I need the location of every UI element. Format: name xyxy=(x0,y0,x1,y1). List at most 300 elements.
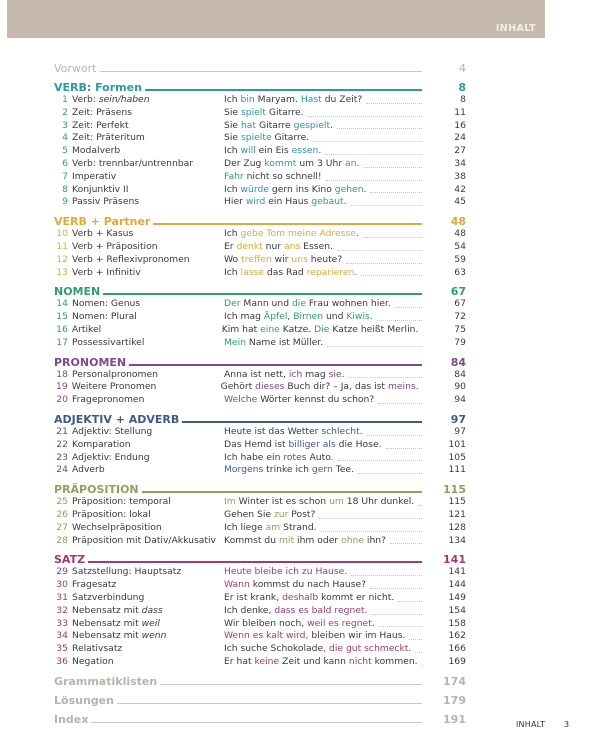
example-sentence xyxy=(224,184,366,197)
example-sentence xyxy=(224,464,354,477)
chapter-page: 128 xyxy=(448,521,466,533)
example-text: Wo xyxy=(224,253,242,265)
chapter-page: 144 xyxy=(448,579,466,591)
chapter-page: 54 xyxy=(454,240,466,252)
example-sentence xyxy=(224,298,391,311)
example-text: Kommst du xyxy=(224,534,279,546)
chapter-topic xyxy=(72,337,224,350)
chapter-page: 149 xyxy=(448,591,466,603)
header-band xyxy=(7,0,545,38)
dot-leader xyxy=(398,601,422,602)
toc-row[interactable] xyxy=(54,267,466,280)
chapter-number: 10 xyxy=(56,228,68,240)
section-rule xyxy=(142,491,422,493)
example-text: um 3 Uhr xyxy=(296,157,346,169)
topic-emphasis: sein/haben xyxy=(98,94,150,105)
dot-leader xyxy=(363,167,422,168)
topic-emphasis: weil xyxy=(141,617,160,629)
toc-row[interactable] xyxy=(54,643,466,656)
highlighted-word: Welche xyxy=(224,394,258,406)
highlighted-word: Mein xyxy=(224,336,246,348)
highlighted-word: dass es bald regnet xyxy=(274,604,365,616)
chapter-page: 105 xyxy=(448,451,466,463)
section-title: VERB + Partner xyxy=(54,215,151,229)
topic-text: Verb: xyxy=(72,94,99,105)
highlighted-word: Morgens xyxy=(224,464,264,476)
chapter-number: 15 xyxy=(56,311,68,323)
topic-text: Satzstellung: Hauptsatz xyxy=(72,566,182,578)
highlighted-word: ich xyxy=(288,368,303,380)
toc-row[interactable] xyxy=(54,381,466,394)
chapter-number: 14 xyxy=(56,298,68,310)
toc-row[interactable] xyxy=(54,254,466,267)
highlighted-word: kommt xyxy=(264,157,297,169)
toc-row[interactable] xyxy=(54,452,466,465)
example-text: Anna ist nett, xyxy=(224,368,289,380)
chapter-page: 141 xyxy=(448,566,466,578)
topic-text: Verb: trennbar/untrennbar xyxy=(72,157,194,169)
topic-emphasis: wenn xyxy=(141,630,167,642)
chapter-topic xyxy=(72,120,224,133)
example-text: Strand. xyxy=(280,521,317,533)
example-text: die Hose. xyxy=(335,438,382,450)
example-text: gern ins Kino xyxy=(268,183,335,195)
highlighted-word: treffen xyxy=(241,253,272,265)
dot-leader xyxy=(325,154,422,155)
chapter-page: 45 xyxy=(454,196,466,208)
topic-text: Nomen: Genus xyxy=(72,298,141,310)
chapter-topic xyxy=(72,426,224,439)
example-sentence xyxy=(224,566,347,579)
dot-leader xyxy=(338,460,422,461)
toc-row[interactable] xyxy=(54,171,466,184)
dot-leader xyxy=(370,192,422,193)
highlighted-word: lasse xyxy=(240,266,264,278)
example-text: . xyxy=(356,157,360,169)
example-text: . xyxy=(318,145,322,157)
chapter-number: 35 xyxy=(56,643,68,655)
toc-row[interactable] xyxy=(54,426,466,439)
example-text: nicht so schnell! xyxy=(243,170,322,182)
chapter-topic xyxy=(72,196,224,209)
chapter-topic xyxy=(72,228,224,241)
example-text: kommst du nach Hause? xyxy=(249,579,367,591)
chapter-topic xyxy=(72,94,224,107)
topic-text: Passiv Präsens xyxy=(72,196,140,208)
highlighted-word: würde xyxy=(240,183,269,195)
chapter-number: 31 xyxy=(56,591,68,603)
section-page: 67 xyxy=(450,285,466,299)
chapter-page: 34 xyxy=(454,157,466,169)
section-title: PRONOMEN xyxy=(54,355,127,369)
dot-leader xyxy=(326,180,422,181)
example-text: Sie xyxy=(224,132,241,144)
chapter-page: 84 xyxy=(454,368,466,380)
highlighted-word: billiger als xyxy=(288,438,336,450)
highlighted-word: mit xyxy=(278,534,295,546)
example-text: Gitarre. xyxy=(271,132,310,144)
topic-text: Fragepronomen xyxy=(72,394,145,406)
chapter-number: 13 xyxy=(56,266,68,278)
chapter-topic xyxy=(72,592,224,605)
highlighted-word: bin xyxy=(240,94,255,105)
chapter-page: 158 xyxy=(448,617,466,629)
topic-text: Zeit: Präsens xyxy=(72,106,132,118)
dot-leader xyxy=(379,626,422,627)
example-text: . xyxy=(408,643,412,655)
chapter-topic xyxy=(72,579,224,592)
chapter-number: 3 xyxy=(62,119,68,131)
chapter-number: 28 xyxy=(56,534,68,546)
example-text: wir xyxy=(271,253,292,265)
chapter-topic xyxy=(72,158,224,171)
toc-entry-vorwort[interactable] xyxy=(54,57,466,75)
chapter-topic xyxy=(72,522,224,535)
topic-text: Modalverb xyxy=(72,145,121,157)
example-sentence xyxy=(224,196,347,209)
chapter-topic xyxy=(72,566,224,579)
example-sentence xyxy=(224,605,367,618)
highlighted-word: ohne xyxy=(341,534,364,546)
chapter-topic xyxy=(72,464,224,477)
chapter-number: 6 xyxy=(62,157,68,169)
example-text: Essen. xyxy=(300,240,333,252)
example-text: . xyxy=(341,368,345,380)
section-header-verb-formen[interactable] xyxy=(54,76,466,94)
topic-text: Weitere Pronomen xyxy=(71,381,157,393)
section-title: ADJEKTIV + ADVERB xyxy=(54,412,180,426)
dot-leader xyxy=(321,531,422,532)
example-text: Ich xyxy=(224,228,241,240)
example-text: das Rad xyxy=(263,266,307,278)
dot-leader xyxy=(378,403,422,404)
highlighted-word: , die gut schmeckt xyxy=(323,643,409,655)
chapter-topic xyxy=(72,132,224,145)
example-sentence xyxy=(224,643,411,656)
example-text: ihm oder xyxy=(294,534,342,546)
topic-text: Adjektiv: Stellung xyxy=(72,425,153,437)
dot-leader xyxy=(351,575,422,576)
chapter-number: 24 xyxy=(56,464,68,476)
chapter-topic xyxy=(72,381,221,394)
highlighted-word: nicht xyxy=(348,655,372,667)
chapter-page: 48 xyxy=(454,228,466,240)
chapter-page: 11 xyxy=(454,106,466,118)
example-text: ihn? xyxy=(364,534,386,546)
example-text: . xyxy=(355,228,359,240)
example-text: Maryam. xyxy=(254,94,301,105)
toc-row[interactable] xyxy=(54,337,466,350)
example-text: . xyxy=(330,119,334,131)
toc-row[interactable] xyxy=(54,522,466,535)
chapter-topic xyxy=(72,439,224,452)
chapter-page: 162 xyxy=(448,630,466,642)
leader-rule xyxy=(100,71,423,72)
toc-row[interactable] xyxy=(54,158,466,171)
chapter-number: 18 xyxy=(56,368,68,380)
topic-text: Negation xyxy=(72,655,114,667)
chapter-topic xyxy=(72,496,224,509)
example-text: bleiben wir im Haus. xyxy=(308,630,406,642)
toc-row[interactable] xyxy=(54,618,466,631)
example-sentence xyxy=(224,369,345,382)
example-text: Gehen Sie xyxy=(224,508,274,520)
section-header-praeposition[interactable] xyxy=(54,478,466,496)
toc-row[interactable] xyxy=(54,107,466,120)
toc-row[interactable] xyxy=(54,196,466,209)
toc-row[interactable] xyxy=(54,298,466,311)
example-text: Gehört xyxy=(220,381,256,393)
example-text: Ich liege xyxy=(224,521,266,533)
example-text: Heute ist das Wetter xyxy=(224,425,322,437)
highlighted-word: Im xyxy=(224,496,236,508)
toc-row[interactable] xyxy=(54,566,466,579)
topic-text: Präposition: lokal xyxy=(72,508,151,520)
section-rule xyxy=(153,223,422,225)
highlighted-word: gebaut xyxy=(311,196,344,208)
section-header-adjektiv-adverb[interactable] xyxy=(54,408,466,426)
example-text: Ich habe ein xyxy=(224,451,284,463)
highlighted-word: wird xyxy=(245,196,266,208)
section-header-pronomen[interactable] xyxy=(54,351,466,369)
chapter-number: 21 xyxy=(56,425,68,437)
toc-row[interactable] xyxy=(54,324,466,337)
chapter-topic xyxy=(72,643,224,656)
chapter-topic xyxy=(72,107,224,120)
example-text: Frau wohnen hier. xyxy=(306,298,391,310)
chapter-number: 2 xyxy=(62,106,68,118)
toc-entry-index[interactable] xyxy=(54,708,466,726)
chapter-number: 29 xyxy=(56,566,68,578)
highlighted-word: denkt xyxy=(236,240,263,252)
dot-leader xyxy=(371,614,422,615)
topic-text: Komparation xyxy=(72,438,131,450)
example-text: Sie xyxy=(224,119,241,131)
chapter-page: 79 xyxy=(454,336,466,348)
section-page: 141 xyxy=(443,553,466,567)
toc-row[interactable] xyxy=(54,439,466,452)
example-text: Kim hat xyxy=(221,323,261,335)
highlighted-word: will xyxy=(240,145,256,157)
highlighted-word: Wann xyxy=(224,579,250,591)
toc-row[interactable] xyxy=(54,369,466,382)
chapter-topic xyxy=(72,452,224,465)
example-sentence xyxy=(224,439,382,452)
topic-text: Nomen: Plural xyxy=(72,311,137,323)
example-sentence xyxy=(224,132,309,145)
example-sentence xyxy=(224,337,323,350)
section-header-satz[interactable] xyxy=(54,548,466,566)
topic-text: Präposition mit Dativ/Akkusativ xyxy=(72,534,216,546)
chapter-number: 5 xyxy=(62,145,68,157)
chapter-page: 38 xyxy=(454,170,466,182)
highlighted-word: reparieren xyxy=(306,266,355,278)
chapter-page: 90 xyxy=(454,381,467,393)
highlighted-word: zur xyxy=(273,508,289,520)
highlighted-word: um xyxy=(329,496,344,508)
entry-page: 179 xyxy=(443,693,466,707)
example-sentence xyxy=(224,592,394,605)
toc-row[interactable] xyxy=(54,496,466,509)
toc-row[interactable] xyxy=(54,535,466,548)
topic-text: Verb + Reflexivpronomen xyxy=(72,253,190,265)
highlighted-word: keine xyxy=(254,655,280,667)
example-text: ein Haus xyxy=(265,196,312,208)
entry-label: Index xyxy=(54,712,89,726)
example-text: Wir bleiben noch, xyxy=(224,617,308,629)
toc-sections xyxy=(54,76,466,669)
chapter-page: 8 xyxy=(460,94,466,105)
example-text: . xyxy=(415,381,419,393)
leader-rule xyxy=(117,703,422,704)
example-text: trinke ich xyxy=(263,464,312,476)
toc-row[interactable] xyxy=(54,94,466,107)
table-of-contents xyxy=(54,56,466,726)
highlighted-word: an xyxy=(345,157,357,169)
toc-row[interactable] xyxy=(54,579,466,592)
chapter-number: 30 xyxy=(56,579,68,591)
toc-row[interactable] xyxy=(54,132,466,145)
page-footer xyxy=(516,720,570,729)
toc-row[interactable] xyxy=(54,120,466,133)
example-text: Hier xyxy=(224,196,246,208)
section-rule xyxy=(182,421,422,423)
highlighted-word: meins xyxy=(387,381,416,393)
example-text: kommen. xyxy=(371,655,418,667)
example-sentence xyxy=(224,630,405,643)
toc-row[interactable] xyxy=(54,630,466,643)
toc-row[interactable] xyxy=(54,184,466,197)
topic-text: Nebensatz mit xyxy=(72,617,142,629)
example-text: und xyxy=(323,311,347,323)
toc-row[interactable] xyxy=(54,394,466,407)
example-text: Ich xyxy=(224,266,241,278)
dot-leader xyxy=(366,103,422,104)
example-text: nur xyxy=(262,240,285,252)
chapter-topic xyxy=(72,171,224,184)
chapter-topic xyxy=(72,630,224,643)
topic-text: Nebensatz mit xyxy=(72,630,142,642)
topic-text: Wechselpräposition xyxy=(72,521,162,533)
example-text: Name ist Müller. xyxy=(245,336,324,348)
chapter-number: 26 xyxy=(56,508,68,520)
chapter-topic xyxy=(72,618,224,631)
example-text: Auto. xyxy=(306,451,334,463)
highlighted-word: uns xyxy=(291,253,308,265)
chapter-number: 20 xyxy=(56,394,68,406)
section-header-verb-partner[interactable] xyxy=(54,210,466,228)
chapter-number: 8 xyxy=(62,183,68,195)
chapter-page: 154 xyxy=(448,604,466,616)
section-rule xyxy=(145,89,422,91)
example-sentence xyxy=(224,618,375,631)
example-sentence xyxy=(224,579,366,592)
example-text: . xyxy=(371,617,375,629)
example-sentence xyxy=(224,241,333,254)
example-text: Ich xyxy=(224,183,241,195)
toc-row[interactable] xyxy=(54,592,466,605)
toc-entry-grammatiklisten[interactable] xyxy=(54,670,466,688)
highlighted-word: Wenn es kalt wird, xyxy=(224,630,309,642)
toc-row[interactable] xyxy=(54,311,466,324)
entry-label: Grammatiklisten xyxy=(54,674,158,688)
highlighted-word: spielte xyxy=(240,132,272,144)
topic-text: Personalpronomen xyxy=(72,368,158,380)
example-text: . xyxy=(369,311,373,323)
chapter-topic xyxy=(72,605,224,618)
chapter-number: 36 xyxy=(56,655,68,667)
topic-emphasis: dass xyxy=(141,604,163,616)
toc-row[interactable] xyxy=(54,228,466,241)
chapter-topic xyxy=(72,324,222,337)
toc-row[interactable] xyxy=(54,241,466,254)
section-rule xyxy=(103,293,422,295)
chapter-number: 1 xyxy=(62,94,68,105)
example-text: Gitarre xyxy=(256,119,294,131)
highlighted-word: Fahr xyxy=(224,170,244,182)
example-text: ein Eis xyxy=(255,145,292,157)
chapter-number: 34 xyxy=(56,630,68,642)
section-title: PRÄPOSITION xyxy=(54,483,139,497)
chapter-number: 4 xyxy=(62,132,68,144)
highlighted-word: eine xyxy=(260,323,280,335)
toc-row[interactable] xyxy=(54,145,466,158)
dot-leader xyxy=(390,543,422,544)
highlighted-word: gehen xyxy=(334,183,364,195)
dot-leader xyxy=(363,237,422,238)
example-text: Wörter kennst du schon? xyxy=(257,394,375,406)
toc-entry-lsungen[interactable] xyxy=(54,689,466,707)
topic-text: Adverb xyxy=(72,464,105,476)
chapter-page: 94 xyxy=(454,394,466,406)
toc-row[interactable] xyxy=(54,656,466,669)
entry-page: 191 xyxy=(443,712,466,726)
example-text: du Zeit? xyxy=(321,94,363,105)
highlighted-word: hat xyxy=(240,119,257,131)
example-sentence xyxy=(224,311,373,324)
chapter-page: 166 xyxy=(448,643,466,655)
chapter-topic xyxy=(72,656,224,669)
section-page: 115 xyxy=(443,483,466,497)
highlighted-word: gern xyxy=(311,464,333,476)
example-text: Buch dir? – Ja, das ist xyxy=(284,381,388,393)
chapter-number: 27 xyxy=(56,521,68,533)
chapter-topic xyxy=(72,535,224,548)
highlighted-word: essen xyxy=(291,145,319,157)
dot-leader xyxy=(386,448,422,449)
toc-row[interactable] xyxy=(54,464,466,477)
example-text: Winter ist es schon xyxy=(235,496,330,508)
toc-row[interactable] xyxy=(54,605,466,618)
example-sentence xyxy=(224,496,414,509)
highlighted-word: am xyxy=(265,521,281,533)
section-page: 48 xyxy=(450,215,466,229)
leader-rule xyxy=(160,684,422,685)
example-text: Katze heißt Merlin. xyxy=(329,323,419,335)
dot-leader xyxy=(358,473,422,474)
example-sentence xyxy=(224,394,374,407)
toc-row[interactable] xyxy=(54,509,466,522)
topic-text: Zeit: Perfekt xyxy=(72,119,129,131)
example-text: Das Hemd ist xyxy=(224,438,289,450)
highlighted-word: Heute bleibe ich zu Hause. xyxy=(224,566,348,578)
example-text: Ich xyxy=(224,145,241,157)
section-header-nomen[interactable] xyxy=(54,280,466,298)
chapter-number: 7 xyxy=(62,170,68,182)
chapter-page: 27 xyxy=(454,145,466,157)
chapter-number: 9 xyxy=(62,196,68,208)
dot-leader xyxy=(367,435,422,436)
